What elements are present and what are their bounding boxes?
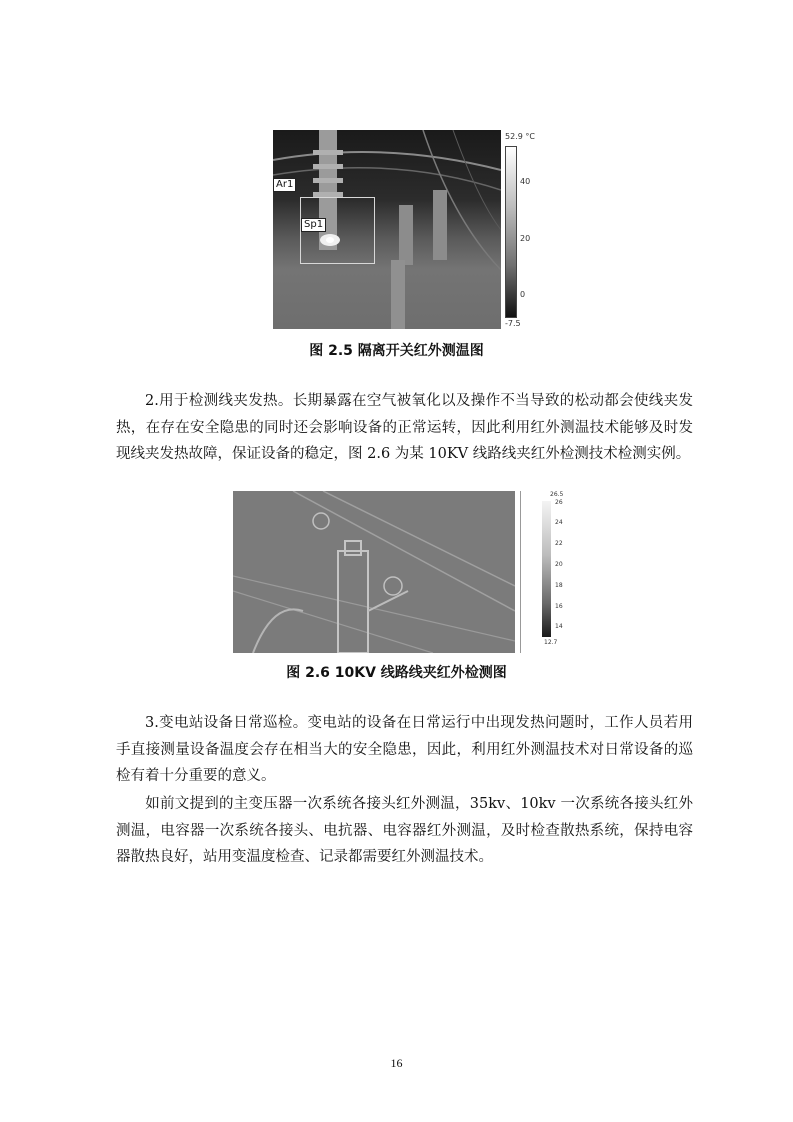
thermal-image-line-clamp (233, 491, 515, 653)
thermal-image-isolator-switch (273, 130, 501, 329)
figure-2-5-caption: 图 2.5 隔离开关红外测温图 (309, 343, 484, 359)
scale-tick-label: 26 (555, 499, 563, 506)
scale-tick-label: 24 (555, 519, 563, 526)
scale-tick-label: 40 (520, 177, 531, 186)
thermal-scene-clamp (233, 491, 515, 653)
scale-tick-label: 16 (555, 603, 563, 610)
scale-tick-label: 0 (520, 290, 526, 299)
figure-2-6-caption: 图 2.6 10KV 线路线夹红外检测图 (286, 665, 507, 681)
paragraph-clamp-heating (116, 388, 693, 468)
temperature-scale-bar (505, 146, 517, 318)
area-label: Ar1 (273, 178, 296, 192)
scale-max-label: 26.5 (550, 491, 564, 498)
scale-tick-label: 22 (555, 540, 563, 547)
paragraph-text: 3.变电站设备日常巡检。变电站的设备在日常运行中出现发热问题时，工作人员若用手直接测量设备温度会存在相当大的安全隐患，因此，利用红外测温技术对日常设备的巡检有着十分重要的意义。 (116, 715, 693, 784)
scale-tick-label: 20 (555, 561, 563, 568)
paragraph-text: 如前文提到的主变压器一次系统各接头红外测温，35kv、10kv 一次系统各接头红外测温，电容器一次系统各接头、电抗器、电容器红外测温，及时检查散热系统，保持电容器散热良好，站用变温度检查、记录都需要红外测温技术。 (116, 796, 693, 865)
scale-min-label: 12.7 (544, 639, 558, 646)
figure-2-6 (233, 491, 568, 654)
spot-label: Sp1 (301, 218, 326, 232)
scale-tick-label: 18 (555, 582, 563, 589)
paragraph-applications (116, 791, 693, 871)
temperature-scale-bar (542, 501, 551, 637)
scale-tick-label: 20 (520, 234, 531, 243)
page-number: 16 (390, 1056, 403, 1070)
scale-max-label: 52.9 °C (505, 132, 535, 141)
paragraph-substation-inspection (116, 710, 693, 790)
figure-2-5 (273, 130, 538, 330)
paragraph-text: 2.用于检测线夹发热。长期暴露在空气被氧化以及操作不当导致的松动都会使线夹发热，在存在安全隐患的同时还会影响设备的正常运转，因此利用红外测温技术能够及时发现线夹发热故障，保证设备的稳定，图 2.6 为某 10KV 线路线夹红外检测技术检测实例。 (116, 393, 693, 462)
scale-min-label: -7.5 (505, 319, 521, 328)
divider-line (520, 491, 521, 653)
scale-tick-label: 14 (555, 623, 563, 630)
